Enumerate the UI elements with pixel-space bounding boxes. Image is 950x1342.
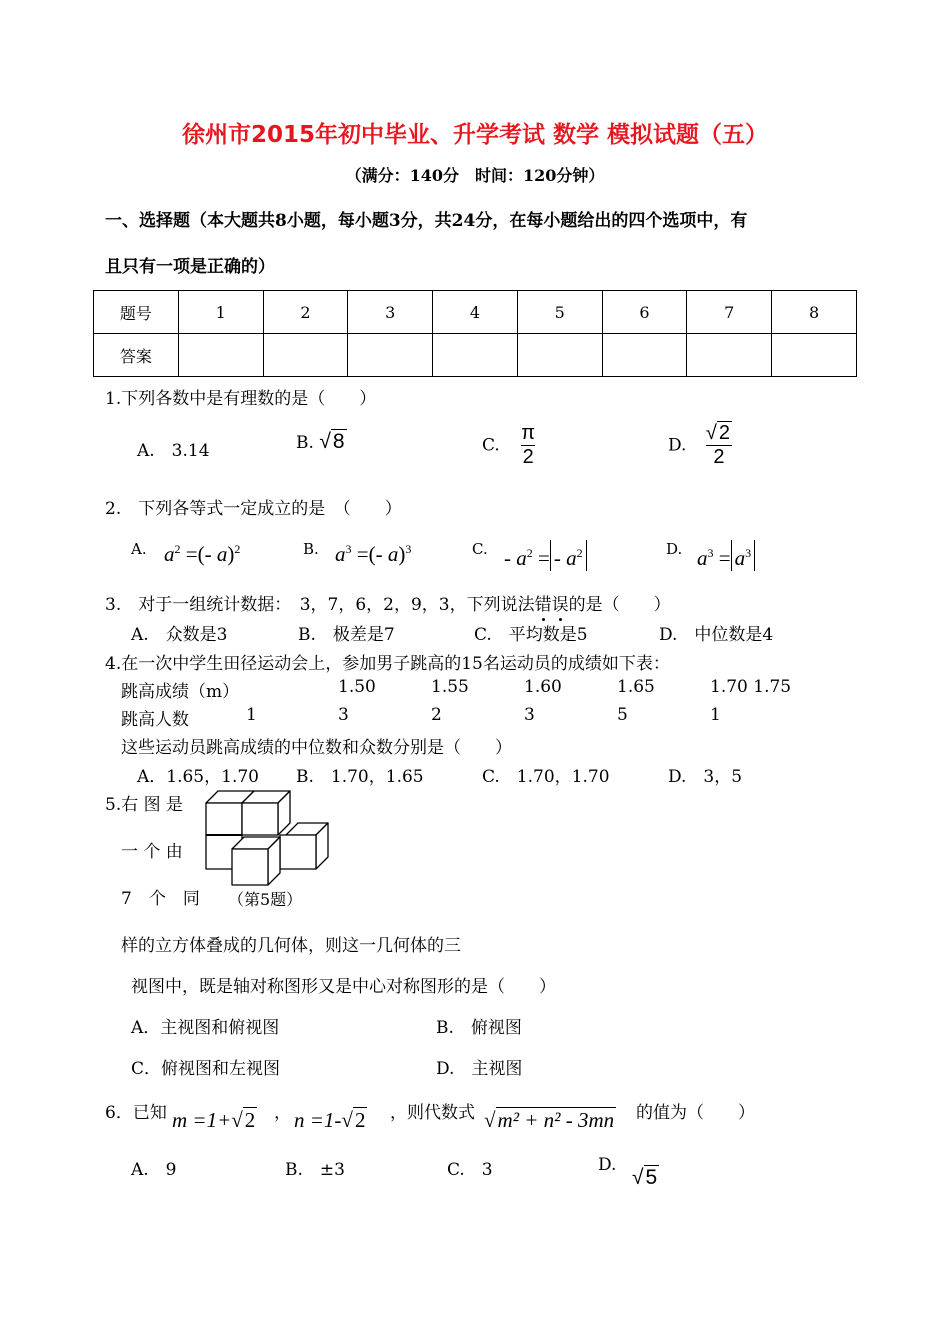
question-4-option-d: D. 3，5 [668, 767, 743, 787]
question-6-stem-post: 的值为（ ） [636, 1103, 755, 1123]
question-5-line5: 视图中，既是轴对称图形又是中心对称图形的是（ ） [131, 977, 556, 997]
table-value: 1.70 1.75 [710, 677, 792, 697]
question-5-line2: 一 个 由 [121, 842, 183, 862]
question-6-stem-pre: 6．已知 [105, 1103, 167, 1123]
answer-blank[interactable] [433, 334, 518, 377]
table-value: 1 [246, 705, 257, 725]
question-3-option-b: B. 极差是7 [298, 625, 395, 645]
question-2-option-b-label: B. [303, 540, 319, 558]
question-6-sqrt-expr: √m² + n² - 3mn [484, 1108, 615, 1132]
question-2-option-a-expr: $a^2$ =(- a)$^2$ [164, 542, 241, 566]
answer-blank[interactable] [348, 334, 433, 377]
cube-face [206, 803, 242, 835]
answer-blank[interactable] [178, 334, 263, 377]
question-2-option-d-expr: $a^3 = a^3$ [697, 540, 755, 571]
question-1-option-a: A. 3.14 [137, 441, 210, 461]
question-5-option-b: B. 俯视图 [436, 1018, 522, 1038]
question-4-question: 这些运动员跳高成绩的中位数和众数分别是（ ） [121, 738, 512, 758]
table-value: 5 [617, 705, 628, 725]
option-label: D. [668, 435, 687, 456]
section-heading-line1: 一、选择题（本大题共8小题，每小题3分，共24分，在每小题给出的四个选项中，有 [105, 211, 748, 231]
answer-blank[interactable] [687, 334, 772, 377]
question-6-m-expr: m =1+√2 [172, 1108, 256, 1132]
question-6-option-a: A. 9 [131, 1160, 177, 1180]
answer-table-header-row [94, 291, 857, 334]
fraction: $\frac{√ 2}{2}$ [705, 422, 730, 468]
figure-caption: （第5题） [228, 890, 303, 909]
table-value: 1.50 [338, 677, 376, 697]
question-6-stem-mid: ，则代数式 [390, 1103, 475, 1123]
table-cell: 1 [178, 291, 263, 334]
question-6-option-c: C. 3 [447, 1160, 493, 1180]
answer-blank[interactable] [772, 334, 857, 377]
fraction: $\frac{\pi}{2}$ [521, 422, 536, 468]
table-cell: 题号 [94, 291, 179, 334]
table-value: 1.65 [617, 677, 655, 697]
question-2-option-d-label: D. [666, 540, 683, 558]
question-2-option-a-label: A. [131, 540, 147, 558]
exam-info: （满分：140分 时间：120分钟） [345, 166, 605, 185]
table-value: 1.60 [524, 677, 562, 697]
question-6-option-b: B. ±3 [285, 1160, 345, 1180]
question-4-stem: 4.在一次中学生田径运动会上，参加男子跳高的15名运动员的成绩如下表： [105, 654, 670, 674]
high-jump-score-label: 跳高成绩（m） [121, 682, 240, 702]
question-6-separator: ， [274, 1103, 291, 1123]
question-6-option-d-label: D. [598, 1155, 617, 1175]
question-1-option-c [482, 422, 535, 469]
answer-blank[interactable] [263, 334, 348, 377]
cube-face [242, 803, 278, 835]
question-3-option-a: A. 众数是3 [131, 625, 228, 645]
table-cell: 答案 [94, 334, 179, 377]
table-value: 1.55 [431, 677, 469, 697]
question-2-option-c-label: C. [472, 540, 488, 558]
document-title: 徐州市2015年初中毕业、升学考试 数学 模拟试题（五） [181, 122, 769, 148]
table-value: 3 [524, 705, 535, 725]
table-cell: 7 [687, 291, 772, 334]
table-cell: 3 [348, 291, 433, 334]
question-2-option-b-expr: $a^3$ =(- a)$^3$ [335, 542, 412, 566]
table-value: 1 [710, 705, 721, 725]
question-3-option-c: C. 平均数是5 [474, 625, 588, 645]
cube-stack-figure [200, 785, 335, 887]
question-2-option-c-expr: - $a^2$ = - $a^2$ [504, 540, 587, 571]
question-1-stem: 1.下列各数中是有理数的是（ ） [105, 389, 377, 409]
table-value: 3 [338, 705, 349, 725]
question-4-option-c: C. 1.70，1.70 [482, 767, 610, 787]
table-cell: 6 [602, 291, 687, 334]
section-heading-line2: 且只有一项是正确的） [105, 257, 275, 277]
question-2-stem: 2. 下列各等式一定成立的是 （ ） [105, 499, 402, 519]
cube-face [280, 835, 316, 869]
answer-blank[interactable] [602, 334, 687, 377]
question-4-option-b: B. 1.70，1.65 [296, 767, 424, 787]
cube-face [232, 849, 268, 885]
question-5-option-d: D. 主视图 [436, 1059, 523, 1079]
question-1-option-b [296, 430, 347, 454]
question-4-option-a: A．1.65，1.70 [137, 767, 259, 787]
question-5-line1: 5.右 图 是 [105, 795, 184, 815]
question-3-option-d: D. 中位数是4 [659, 625, 774, 645]
question-1-option-d [668, 422, 732, 469]
question-6-n-expr: n =1-√2 [294, 1108, 366, 1132]
high-jump-count-label: 跳高人数 [121, 710, 189, 730]
table-value: 2 [431, 705, 442, 725]
answer-blank[interactable] [517, 334, 602, 377]
table-cell: 2 [263, 291, 348, 334]
question-3-stem: 3. 对于一组统计数据： 3，7，6，2，9，3，下列说法错误的是（ ） [105, 595, 671, 615]
answer-table [93, 290, 857, 377]
option-label: B. [296, 433, 314, 453]
table-cell: 8 [772, 291, 857, 334]
question-6-option-d-expr: √5 [632, 1166, 658, 1189]
sqrt-expression: √8 [319, 430, 345, 453]
question-5-line4: 样的立方体叠成的几何体，则这一几何体的三 [121, 936, 461, 956]
table-cell: 5 [517, 291, 602, 334]
answer-table-answer-row [94, 334, 857, 377]
question-5-line3: 7 个 同 [121, 889, 200, 909]
table-cell: 4 [433, 291, 518, 334]
question-5-option-a: A．主视图和俯视图 [131, 1018, 280, 1038]
option-label: C. [482, 435, 500, 456]
question-5-option-c: C．俯视图和左视图 [131, 1059, 281, 1079]
